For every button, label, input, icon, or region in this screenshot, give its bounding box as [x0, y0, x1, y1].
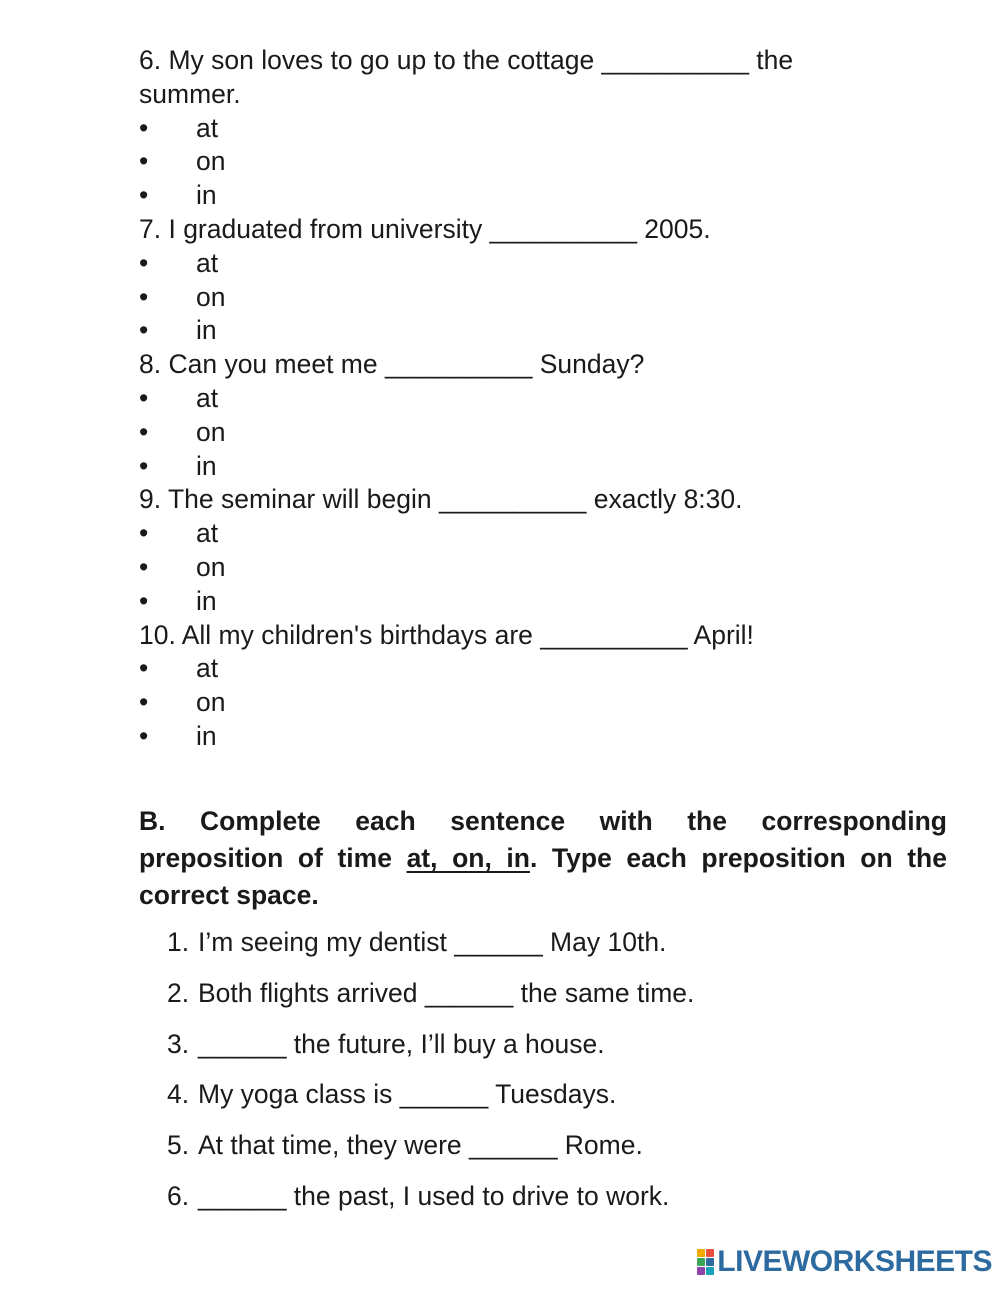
list-item — [167, 1179, 947, 1230]
option-at[interactable] — [139, 652, 899, 686]
option-label: at — [196, 247, 219, 278]
bullet-icon: • — [139, 518, 149, 549]
option-label: at — [196, 518, 219, 549]
item-sentence[interactable]: My yoga class is ______ Tuesdays. — [198, 1079, 617, 1110]
option-label: in — [196, 450, 217, 481]
bullet-icon: • — [139, 720, 149, 751]
option-on[interactable] — [139, 686, 899, 720]
list-item — [167, 1027, 947, 1078]
bullet-icon: • — [139, 653, 149, 684]
option-at[interactable] — [139, 517, 899, 551]
bullet-icon: • — [139, 416, 149, 447]
item-number: 3. — [167, 1028, 190, 1059]
question-10 — [139, 619, 899, 754]
item-number: 5. — [167, 1130, 190, 1161]
bullet-icon: • — [139, 281, 149, 312]
bullet-icon: • — [139, 146, 149, 177]
option-on[interactable] — [139, 145, 899, 179]
option-at[interactable] — [139, 247, 899, 281]
bullet-icon: • — [139, 585, 149, 616]
instructions-line-2 — [139, 840, 947, 877]
bullet-icon: • — [139, 687, 149, 718]
list-item — [167, 925, 947, 976]
instructions-line-1: B. Complete each sentence with the corresponding — [139, 806, 947, 836]
list-item — [167, 1128, 947, 1179]
option-label: on — [196, 281, 226, 312]
question-8-text: 8. Can you meet me __________ Sunday? — [139, 349, 645, 380]
logo-block — [697, 1267, 705, 1275]
liveworksheets-logo[interactable] — [697, 1247, 992, 1277]
question-9 — [139, 483, 899, 618]
option-on[interactable] — [139, 416, 899, 450]
option-label: on — [196, 416, 226, 447]
logo-block — [697, 1249, 705, 1257]
option-in[interactable] — [139, 179, 899, 213]
option-label: on — [196, 687, 226, 718]
option-label: at — [196, 112, 219, 143]
instructions-line-2-start: preposition of time — [139, 843, 407, 873]
item-number: 1. — [167, 927, 190, 957]
item-sentence[interactable]: I’m seeing my dentist ______ May 10th. — [198, 927, 667, 957]
question-6-line-2: summer. — [139, 78, 241, 109]
item-sentence[interactable]: ______ the future, I’ll buy a house. — [198, 1028, 605, 1059]
item-sentence[interactable]: At that time, they were ______ Rome. — [198, 1130, 643, 1161]
bullet-icon: • — [139, 180, 149, 211]
question-7-text: 7. I graduated from university __________ 2005. — [139, 213, 711, 244]
prepositions-underlined: at, on, in — [406, 843, 530, 873]
option-in[interactable] — [139, 314, 899, 348]
option-in[interactable] — [139, 720, 899, 754]
option-at[interactable] — [139, 382, 899, 416]
option-at[interactable] — [139, 112, 899, 146]
logo-blocks-icon — [697, 1249, 714, 1275]
list-item — [167, 1077, 947, 1128]
option-label: at — [196, 382, 219, 413]
item-sentence[interactable]: ______ the past, I used to drive to work. — [198, 1180, 670, 1211]
item-number: 6. — [167, 1180, 190, 1211]
option-on[interactable] — [139, 551, 899, 585]
part-a-questions — [139, 44, 899, 754]
option-in[interactable] — [139, 585, 899, 619]
list-item — [167, 976, 947, 1027]
option-label: in — [196, 315, 217, 346]
item-sentence[interactable]: Both flights arrived ______ the same time. — [198, 977, 695, 1008]
bullet-icon: • — [139, 247, 149, 278]
option-label: in — [196, 585, 217, 616]
logo-block — [706, 1249, 714, 1257]
bullet-icon: • — [139, 382, 149, 413]
part-b-list — [167, 925, 947, 1230]
bullet-icon: • — [139, 315, 149, 346]
logo-block — [697, 1258, 705, 1266]
option-label: at — [196, 653, 219, 684]
bullet-icon: • — [139, 112, 149, 143]
item-number: 2. — [167, 977, 190, 1008]
logo-block — [706, 1258, 714, 1266]
logo-block — [706, 1267, 714, 1275]
bullet-icon: • — [139, 551, 149, 582]
question-7 — [139, 213, 899, 348]
question-8 — [139, 348, 899, 483]
question-9-text: 9. The seminar will begin __________ exactly 8:30. — [139, 484, 743, 515]
question-6 — [139, 44, 899, 213]
option-label: in — [196, 180, 217, 211]
item-number: 4. — [167, 1079, 190, 1110]
option-label: on — [196, 551, 226, 582]
question-10-text: 10. All my children's birthdays are __________ April! — [139, 619, 754, 650]
bullet-icon: • — [139, 450, 149, 481]
instructions-line-3: correct space. — [139, 880, 319, 910]
option-on[interactable] — [139, 281, 899, 315]
option-in[interactable] — [139, 450, 899, 484]
option-label: in — [196, 720, 217, 751]
instructions-line-2-end: . Type each preposition on the — [529, 843, 947, 873]
option-label: on — [196, 146, 226, 177]
logo-text: LIVEWORKSHEETS — [717, 1245, 992, 1278]
question-6-line-1: 6. My son loves to go up to the cottage __________ the — [139, 45, 794, 75]
section-b-instructions — [139, 803, 947, 914]
